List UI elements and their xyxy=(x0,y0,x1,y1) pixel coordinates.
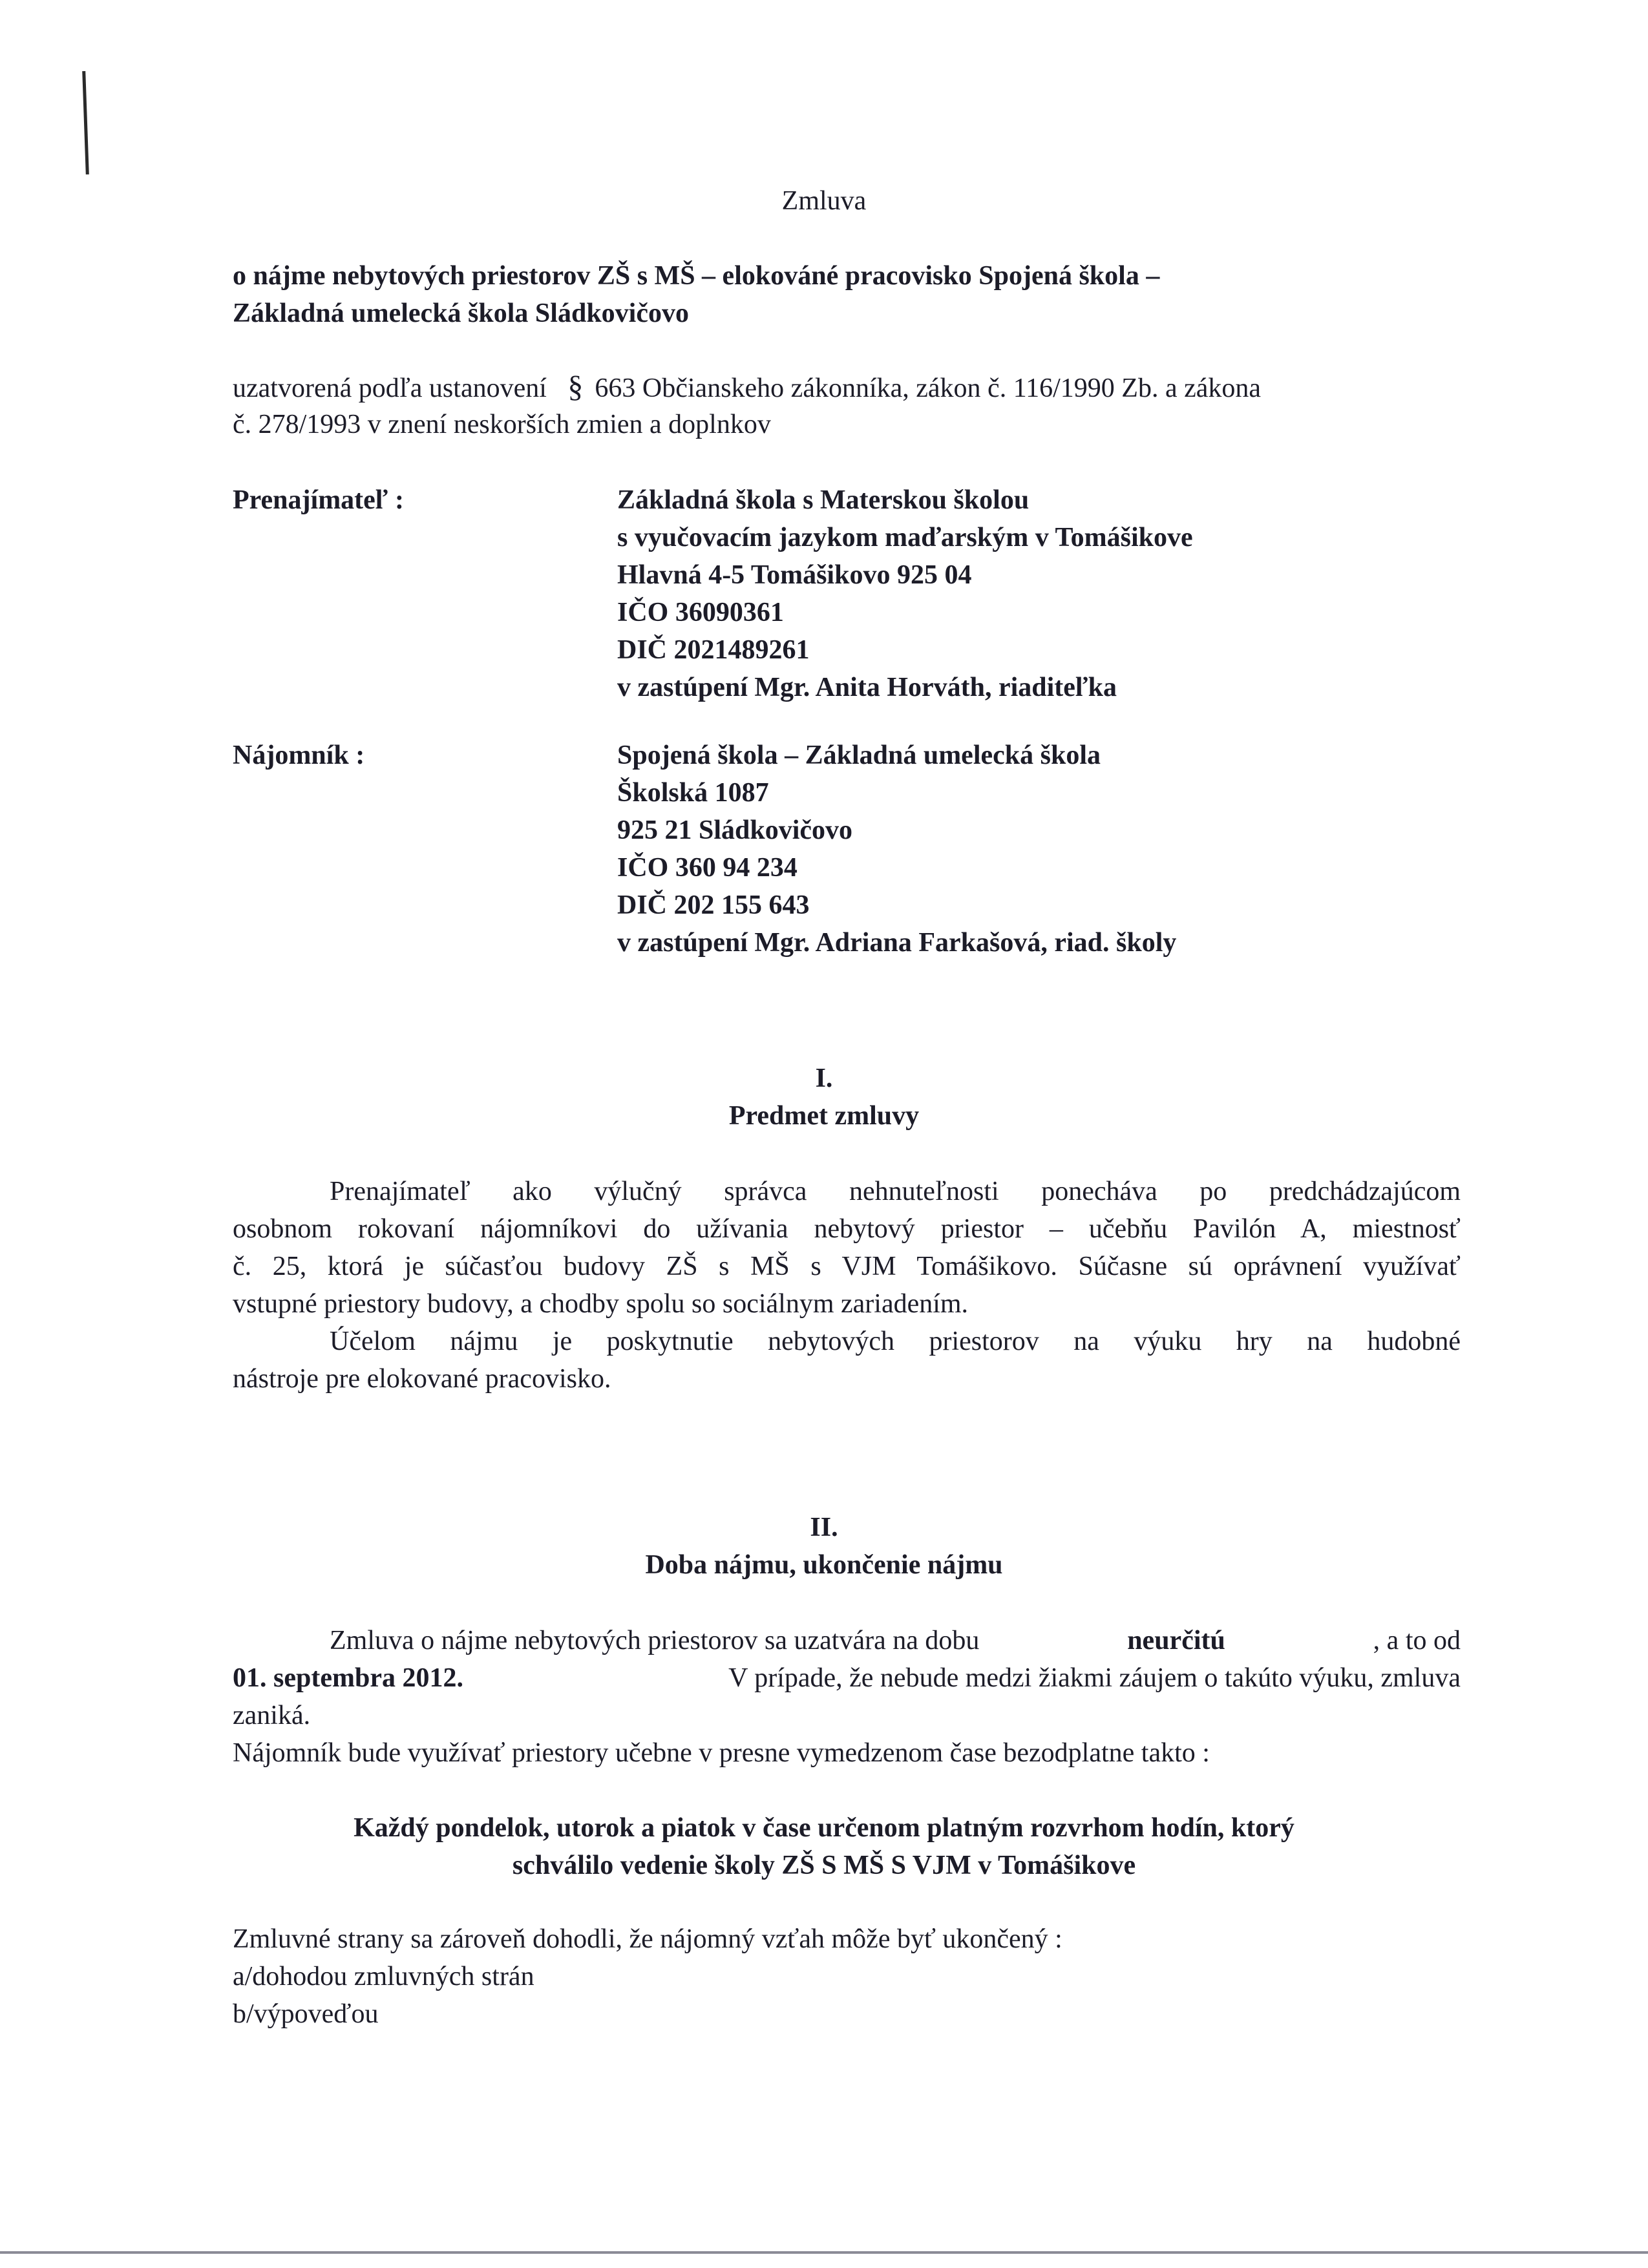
section-2-para-1-text-a: Zmluva o nájme nebytových priestorov sa uzatvára na dobu xyxy=(330,1626,980,1655)
tenant-line: DIČ 202 155 643 xyxy=(617,890,810,920)
document-title: Zmluva xyxy=(781,186,867,216)
section-1-para-2-line: nástroje pre elokované pracovisko. xyxy=(233,1364,611,1394)
tenant-line: v zastúpení Mgr. Adriana Farkašová, riad. školy xyxy=(617,928,1177,958)
schedule-line-2: schválilo vedenie školy ZŠ S MŠ S VJM v Tomášikove xyxy=(512,1851,1136,1880)
subtitle-line-2: Základná umelecká škola Sládkovičovo xyxy=(233,299,689,328)
landlord-line: Hlavná 4-5 Tomášikovo 925 04 xyxy=(617,560,972,590)
tenant-label: Nájomník : xyxy=(233,740,365,770)
scan-bottom-edge xyxy=(0,2251,1648,2254)
termination-option-b: b/výpoveďou xyxy=(233,1999,379,2029)
section-1-number: I. xyxy=(815,1064,833,1093)
landlord-details xyxy=(617,481,1193,706)
section-2-number: II. xyxy=(810,1513,838,1542)
tenant-details xyxy=(617,737,1176,961)
legal-basis-text-b: 663 Občianskeho zákonníka, zákon č. 116/1990 Zb. a zákona xyxy=(595,373,1262,403)
section-2-para-1-line-1 xyxy=(330,1622,1461,1659)
tenant-line: Školská 1087 xyxy=(617,778,769,808)
section-1-para-1-line: osobnom rokovaní nájomníkovi do užívania nebytový priestor – učebňu Pavilón A, miestnosť xyxy=(233,1214,1461,1244)
section-2-para-1-text-c: V prípade, že nebude medzi žiakmi záujem o takúto výuku, zmluva xyxy=(728,1663,1461,1693)
section-1-para-1-line: vstupné priestory budovy, a chodby spolu so sociálnym zariadením. xyxy=(233,1289,969,1319)
section-2-para-1-line-3: zaniká. xyxy=(233,1701,311,1730)
section-1-para-1-line: č. 25, ktorá je súčasťou budovy ZŠ s MŠ s VJM Tomášikovo. Súčasne sú oprávnení využívať xyxy=(233,1252,1461,1281)
landlord-label: Prenajímateľ : xyxy=(233,485,404,515)
legal-basis-line-2: č. 278/1993 v znení neskorších zmien a doplnkov xyxy=(233,410,771,439)
landlord-line: IČO 36090361 xyxy=(617,598,784,627)
landlord-line: v zastúpení Mgr. Anita Horváth, riaditeľka xyxy=(617,673,1117,702)
termination-intro: Zmluvné strany sa zároveň dohodli, že nájomný vzťah môže byť ukončený : xyxy=(233,1924,1062,1954)
section-1-para-2-line: Účelom nájmu je poskytnutie nebytových priestorov na výuku hry na hudobné xyxy=(330,1327,1461,1356)
landlord-line: DIČ 2021489261 xyxy=(617,635,810,665)
landlord-line: s vyučovacím jazykom maďarským v Tomášikove xyxy=(617,523,1193,552)
section-2-para-1-text-bold: neurčitú xyxy=(1127,1626,1225,1655)
tenant-line: Spojená škola – Základná umelecká škola xyxy=(617,740,1101,770)
scan-artifact-mark xyxy=(82,71,89,174)
subtitle-line-1: o nájme nebytových priestorov ZŠ s MŠ – elokováné pracovisko Spojená škola – xyxy=(233,261,1160,291)
section-2-start-date: 01. septembra 2012. xyxy=(233,1663,463,1693)
legal-basis-line-1 xyxy=(233,368,1261,407)
section-1-para-1-line: Prenajímateľ ako výlučný správca nehnuteľnosti ponecháva po predchádzajúcom xyxy=(330,1177,1461,1206)
section-2-para-1-text-b: , a to od xyxy=(1373,1626,1461,1655)
section-2-para-1-line-2 xyxy=(233,1659,1461,1697)
tenant-line: IČO 360 94 234 xyxy=(617,853,798,883)
legal-basis-text-a: uzatvorená podľa ustanovení xyxy=(233,373,547,403)
section-1-heading: Predmet zmluvy xyxy=(728,1101,920,1131)
tenant-line: 925 21 Sládkovičovo xyxy=(617,815,853,845)
schedule-line-1: Každý pondelok, utorok a piatok v čase určenom platným rozvrhom hodín, ktorý xyxy=(354,1813,1294,1843)
section-2-para-2: Nájomník bude využívať priestory učebne v presne vymedzenom čase bezodplatne takto : xyxy=(233,1738,1210,1768)
section-2-heading: Doba nájmu, ukončenie nájmu xyxy=(645,1550,1003,1580)
section-sign: § xyxy=(567,370,584,404)
landlord-line: Základná škola s Materskou školou xyxy=(617,485,1030,515)
termination-option-a: a/dohodou zmluvných strán xyxy=(233,1962,534,1991)
